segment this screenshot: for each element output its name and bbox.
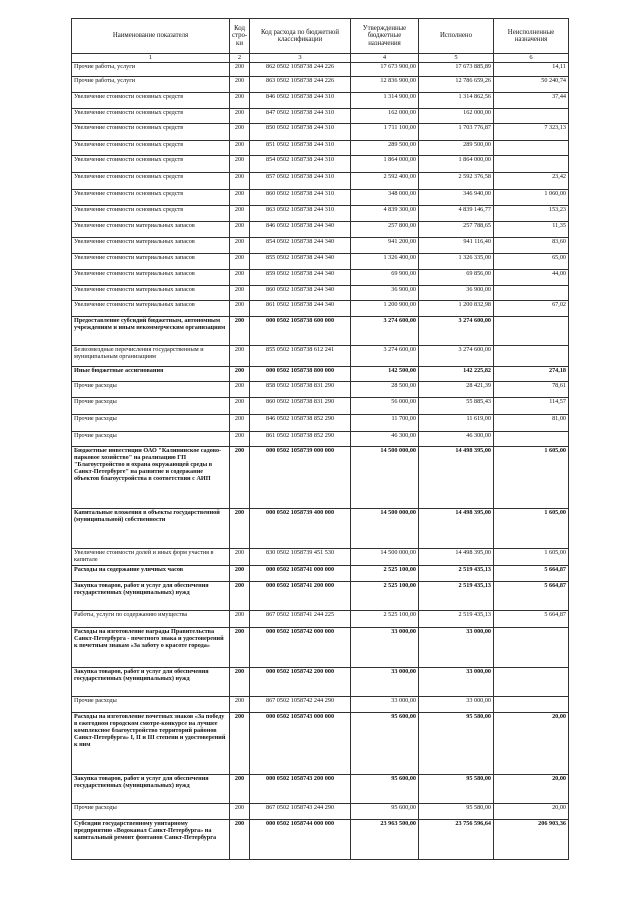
row-budget-code: 863 0502 1058738 244 310 — [250, 206, 351, 222]
row-name: Прочие расходы — [72, 398, 230, 415]
row-budget-code: 000 0502 1058739 000 000 — [250, 447, 351, 509]
row-name: Предоставление субсидий бюджетным, автономным учреждениям и иным некоммерческим организациям — [72, 317, 230, 346]
row-approved: 23 963 500,00 — [351, 820, 419, 860]
row-budget-code: 867 0502 1058741 244 225 — [250, 611, 351, 628]
row-name: Увеличение стоимости основных средств — [72, 156, 230, 173]
table-row — [72, 222, 569, 238]
row-budget-code: 858 0502 1058738 831 290 — [250, 382, 351, 398]
row-line-code: 200 — [230, 367, 250, 382]
row-budget-code: 855 0502 1058738 612 241 — [250, 346, 351, 367]
row-executed: 3 274 600,00 — [419, 317, 494, 346]
table-row — [72, 775, 569, 804]
row-unexecuted: 81,00 — [494, 415, 569, 432]
row-unexecuted — [494, 697, 569, 713]
row-budget-code: 860 0502 1058738 244 340 — [250, 286, 351, 301]
table-row — [72, 697, 569, 713]
row-approved: 289 500,00 — [351, 141, 419, 156]
table-row — [72, 124, 569, 141]
row-executed: 14 498 395,00 — [419, 447, 494, 509]
row-name: Увеличение стоимости основных средств — [72, 141, 230, 156]
table-row — [72, 190, 569, 206]
table-row — [72, 270, 569, 286]
row-approved: 1 711 100,00 — [351, 124, 419, 141]
row-line-code: 200 — [230, 77, 250, 93]
row-name: Увеличение стоимости материальных запасов — [72, 286, 230, 301]
column-number: 6 — [494, 54, 569, 63]
row-unexecuted: 14,11 — [494, 63, 569, 77]
row-unexecuted: 78,61 — [494, 382, 569, 398]
table-row — [72, 93, 569, 109]
table-row — [72, 566, 569, 582]
row-approved: 2 525 100,00 — [351, 582, 419, 611]
row-budget-code: 855 0502 1058738 244 340 — [250, 254, 351, 270]
row-unexecuted: 7 323,13 — [494, 124, 569, 141]
row-budget-code: 846 0502 1058738 244 310 — [250, 93, 351, 109]
row-unexecuted — [494, 109, 569, 124]
header-unexecuted: Неисполненные назначения — [494, 19, 569, 54]
row-approved: 257 800,00 — [351, 222, 419, 238]
row-line-code: 200 — [230, 173, 250, 190]
row-name: Субсидии государственному унитарному предприятию «Водоканал Санкт-Петербурга» на капитальный ремонт фонтанов Санкт-Петербурга — [72, 820, 230, 860]
row-approved: 2 592 400,00 — [351, 173, 419, 190]
row-approved: 3 274 600,00 — [351, 317, 419, 346]
row-executed: 346 940,00 — [419, 190, 494, 206]
row-name: Капитальные вложения в объекты государственной (муниципальной) собственности — [72, 509, 230, 549]
row-unexecuted — [494, 317, 569, 346]
table-row — [72, 141, 569, 156]
row-unexecuted: 44,00 — [494, 270, 569, 286]
row-budget-code: 000 0502 1058743 200 000 — [250, 775, 351, 804]
row-budget-code: 857 0502 1058738 244 310 — [250, 173, 351, 190]
row-unexecuted: 1 060,00 — [494, 190, 569, 206]
row-approved: 1 864 000,00 — [351, 156, 419, 173]
row-budget-code: 000 0502 1058741 200 000 — [250, 582, 351, 611]
row-executed: 289 500,00 — [419, 141, 494, 156]
row-unexecuted: 20,00 — [494, 775, 569, 804]
row-executed: 2 592 376,58 — [419, 173, 494, 190]
row-name: Увеличение стоимости долей и иных форм участия в капитале — [72, 549, 230, 566]
row-budget-code: 000 0502 1058743 000 000 — [250, 713, 351, 775]
row-line-code: 200 — [230, 63, 250, 77]
row-approved: 56 000,00 — [351, 398, 419, 415]
row-budget-code: 861 0502 1058738 244 340 — [250, 301, 351, 317]
row-approved: 33 000,00 — [351, 697, 419, 713]
table-row — [72, 432, 569, 447]
row-line-code: 200 — [230, 286, 250, 301]
row-budget-code: 862 0502 1058738 244 226 — [250, 63, 351, 77]
row-name: Закупка товаров, работ и услуг для обеспечения государственных (муниципальных) нужд — [72, 775, 230, 804]
row-approved: 14 500 000,00 — [351, 509, 419, 549]
row-name: Увеличение стоимости материальных запасов — [72, 238, 230, 254]
table-row — [72, 398, 569, 415]
row-name: Увеличение стоимости основных средств — [72, 124, 230, 141]
table-row — [72, 415, 569, 432]
row-line-code: 200 — [230, 509, 250, 549]
row-unexecuted: 1 605,00 — [494, 549, 569, 566]
row-executed: 17 673 885,89 — [419, 63, 494, 77]
row-unexecuted — [494, 432, 569, 447]
row-unexecuted: 20,00 — [494, 804, 569, 820]
row-approved: 36 900,00 — [351, 286, 419, 301]
row-line-code: 200 — [230, 611, 250, 628]
row-line-code: 200 — [230, 206, 250, 222]
row-executed: 1 864 000,00 — [419, 156, 494, 173]
table-row — [72, 301, 569, 317]
row-executed: 11 619,00 — [419, 415, 494, 432]
row-line-code: 200 — [230, 804, 250, 820]
row-line-code: 200 — [230, 432, 250, 447]
row-line-code: 200 — [230, 447, 250, 509]
column-number: 4 — [351, 54, 419, 63]
row-name: Расходы на изготовление почетных знаков «За победу в ежегодном городском смотре-конкурсе на лучшее комплексное благоустройство территорий районов Санкт-Петербурга» I, II и III степени и удостоверений к ним — [72, 713, 230, 775]
row-line-code: 200 — [230, 775, 250, 804]
row-executed: 33 000,00 — [419, 668, 494, 697]
table-row — [72, 206, 569, 222]
row-budget-code: 000 0502 1058742 200 000 — [250, 668, 351, 697]
table-row — [72, 286, 569, 301]
row-budget-code: 846 0502 1058738 244 340 — [250, 222, 351, 238]
table-row — [72, 820, 569, 860]
row-approved: 162 000,00 — [351, 109, 419, 124]
row-budget-code: 863 0502 1058738 244 226 — [250, 77, 351, 93]
row-line-code: 200 — [230, 93, 250, 109]
table-row — [72, 582, 569, 611]
column-number: 5 — [419, 54, 494, 63]
table-row — [72, 317, 569, 346]
row-approved: 12 836 900,00 — [351, 77, 419, 93]
row-unexecuted — [494, 668, 569, 697]
row-executed: 12 786 659,26 — [419, 77, 494, 93]
row-line-code: 200 — [230, 398, 250, 415]
header-approved: Утвержденные бюджетные назначения — [351, 19, 419, 54]
row-approved: 142 500,00 — [351, 367, 419, 382]
row-unexecuted: 114,57 — [494, 398, 569, 415]
row-name: Безвозмездные перечисления государственным и муниципальным организациям — [72, 346, 230, 367]
table-header-row — [72, 19, 569, 54]
table-row — [72, 77, 569, 93]
row-name: Закупка товаров, работ и услуг для обеспечения государственных (муниципальных) нужд — [72, 582, 230, 611]
row-executed: 941 116,40 — [419, 238, 494, 254]
row-line-code: 200 — [230, 238, 250, 254]
row-line-code: 200 — [230, 270, 250, 286]
row-budget-code: 000 0502 1058744 000 000 — [250, 820, 351, 860]
table-row — [72, 109, 569, 124]
row-approved: 95 600,00 — [351, 713, 419, 775]
row-executed: 95 580,00 — [419, 804, 494, 820]
row-line-code: 200 — [230, 124, 250, 141]
row-name: Увеличение стоимости основных средств — [72, 206, 230, 222]
row-unexecuted: 50 240,74 — [494, 77, 569, 93]
row-approved: 33 000,00 — [351, 628, 419, 668]
row-unexecuted: 5 664,87 — [494, 611, 569, 628]
table-row — [72, 447, 569, 509]
row-name: Увеличение стоимости материальных запасов — [72, 270, 230, 286]
row-executed: 4 839 146,77 — [419, 206, 494, 222]
table-row — [72, 156, 569, 173]
row-budget-code: 846 0502 1058738 852 290 — [250, 415, 351, 432]
header-executed: Исполнено — [419, 19, 494, 54]
row-executed: 2 519 435,13 — [419, 582, 494, 611]
row-approved: 3 274 600,00 — [351, 346, 419, 367]
row-budget-code: 860 0502 1058738 831 290 — [250, 398, 351, 415]
row-executed: 28 421,39 — [419, 382, 494, 398]
row-line-code: 200 — [230, 582, 250, 611]
row-unexecuted: 83,60 — [494, 238, 569, 254]
row-approved: 1 326 400,00 — [351, 254, 419, 270]
row-executed: 69 856,00 — [419, 270, 494, 286]
row-budget-code: 854 0502 1058738 244 340 — [250, 238, 351, 254]
table-row — [72, 611, 569, 628]
row-line-code: 200 — [230, 382, 250, 398]
row-name: Расходы на изготовление награды Правительства Санкт-Петербурга - почетного знака и удостоверений к почетным знакам «За заботу о красоте города» — [72, 628, 230, 668]
row-unexecuted: 37,44 — [494, 93, 569, 109]
table-row — [72, 254, 569, 270]
header-line-code: Код стро-ки — [230, 19, 250, 54]
row-name: Увеличение стоимости основных средств — [72, 93, 230, 109]
row-approved: 46 300,00 — [351, 432, 419, 447]
table-row — [72, 549, 569, 566]
row-budget-code: 867 0502 1058742 244 290 — [250, 697, 351, 713]
table-row — [72, 509, 569, 549]
row-budget-code: 854 0502 1058738 244 310 — [250, 156, 351, 173]
row-unexecuted: 23,42 — [494, 173, 569, 190]
row-name: Расходы на содержание уличных часов — [72, 566, 230, 582]
row-executed: 2 519 435,13 — [419, 611, 494, 628]
header-budget-code: Код расхода по бюджетной классификации — [250, 19, 351, 54]
row-approved: 95 600,00 — [351, 804, 419, 820]
row-line-code: 200 — [230, 566, 250, 582]
row-line-code: 200 — [230, 346, 250, 367]
row-budget-code: 850 0502 1058738 244 310 — [250, 124, 351, 141]
column-number: 2 — [230, 54, 250, 63]
row-line-code: 200 — [230, 141, 250, 156]
table-row — [72, 668, 569, 697]
row-executed: 36 900,00 — [419, 286, 494, 301]
row-executed: 33 000,00 — [419, 628, 494, 668]
row-name: Увеличение стоимости материальных запасов — [72, 222, 230, 238]
row-approved: 28 500,00 — [351, 382, 419, 398]
row-unexecuted: 67,02 — [494, 301, 569, 317]
row-executed: 46 300,00 — [419, 432, 494, 447]
table-row — [72, 713, 569, 775]
row-name: Закупка товаров, работ и услуг для обеспечения государственных (муниципальных) нужд — [72, 668, 230, 697]
row-name: Прочие работы, услуги — [72, 77, 230, 93]
row-approved: 11 700,00 — [351, 415, 419, 432]
row-unexecuted — [494, 141, 569, 156]
row-approved: 33 000,00 — [351, 668, 419, 697]
row-approved: 1 200 900,00 — [351, 301, 419, 317]
row-unexecuted — [494, 346, 569, 367]
row-executed: 1 326 335,00 — [419, 254, 494, 270]
row-approved: 14 500 000,00 — [351, 549, 419, 566]
row-line-code: 200 — [230, 697, 250, 713]
row-budget-code: 000 0502 1058738 600 000 — [250, 317, 351, 346]
row-budget-code: 861 0502 1058738 852 290 — [250, 432, 351, 447]
row-line-code: 200 — [230, 668, 250, 697]
row-line-code: 200 — [230, 190, 250, 206]
table-row — [72, 63, 569, 77]
row-name: Прочие расходы — [72, 697, 230, 713]
row-line-code: 200 — [230, 254, 250, 270]
row-approved: 69 900,00 — [351, 270, 419, 286]
row-budget-code: 000 0502 1058739 400 000 — [250, 509, 351, 549]
row-unexecuted: 5 664,87 — [494, 582, 569, 611]
row-executed: 142 225,82 — [419, 367, 494, 382]
row-budget-code: 867 0502 1058743 244 290 — [250, 804, 351, 820]
row-line-code: 200 — [230, 301, 250, 317]
row-name: Иные бюджетные ассигнования — [72, 367, 230, 382]
row-name: Увеличение стоимости основных средств — [72, 190, 230, 206]
table-row — [72, 367, 569, 382]
row-executed: 257 788,65 — [419, 222, 494, 238]
row-budget-code: 851 0502 1058738 244 310 — [250, 141, 351, 156]
row-name: Прочие расходы — [72, 804, 230, 820]
row-name: Увеличение стоимости основных средств — [72, 109, 230, 124]
row-name: Увеличение стоимости материальных запасов — [72, 301, 230, 317]
row-budget-code: 859 0502 1058738 244 340 — [250, 270, 351, 286]
row-line-code: 200 — [230, 713, 250, 775]
row-budget-code: 830 0502 1058739 451 530 — [250, 549, 351, 566]
table-row — [72, 173, 569, 190]
row-executed: 95 580,00 — [419, 713, 494, 775]
row-unexecuted: 11,35 — [494, 222, 569, 238]
row-unexecuted: 274,18 — [494, 367, 569, 382]
row-approved: 95 600,00 — [351, 775, 419, 804]
budget-execution-table — [71, 18, 569, 860]
row-budget-code: 860 0502 1058738 244 310 — [250, 190, 351, 206]
row-budget-code: 847 0502 1058738 244 310 — [250, 109, 351, 124]
row-name: Бюджетные инвестиции ОАО "Калининское садово-парковое хозяйство" на реализацию ГП "Благоустройство и охрана окружающей среды в Санкт-Петербурге" на развитие и содержание объектов благоустройства в соответствии с АИП — [72, 447, 230, 509]
table-row — [72, 382, 569, 398]
row-unexecuted: 1 605,00 — [494, 447, 569, 509]
row-executed: 55 885,43 — [419, 398, 494, 415]
row-line-code: 200 — [230, 628, 250, 668]
row-approved: 2 525 100,00 — [351, 611, 419, 628]
row-unexecuted: 206 903,36 — [494, 820, 569, 860]
row-executed: 1 200 832,98 — [419, 301, 494, 317]
row-executed: 14 498 395,00 — [419, 549, 494, 566]
row-unexecuted: 5 664,87 — [494, 566, 569, 582]
table-row — [72, 238, 569, 254]
row-line-code: 200 — [230, 109, 250, 124]
row-line-code: 200 — [230, 156, 250, 173]
column-number: 1 — [72, 54, 230, 63]
row-name: Прочие расходы — [72, 415, 230, 432]
row-unexecuted: 20,00 — [494, 713, 569, 775]
row-approved: 1 314 900,00 — [351, 93, 419, 109]
row-executed: 33 000,00 — [419, 697, 494, 713]
row-unexecuted — [494, 286, 569, 301]
row-name: Прочие расходы — [72, 382, 230, 398]
table-row — [72, 346, 569, 367]
row-name: Увеличение стоимости материальных запасов — [72, 254, 230, 270]
row-budget-code: 000 0502 1058738 800 000 — [250, 367, 351, 382]
table-row — [72, 804, 569, 820]
row-name: Прочие работы, услуги — [72, 63, 230, 77]
row-approved: 17 673 900,00 — [351, 63, 419, 77]
row-executed: 2 519 435,13 — [419, 566, 494, 582]
row-name: Прочие расходы — [72, 432, 230, 447]
row-approved: 941 200,00 — [351, 238, 419, 254]
column-number-row — [72, 54, 569, 63]
row-budget-code: 000 0502 1058742 000 000 — [250, 628, 351, 668]
row-unexecuted: 153,23 — [494, 206, 569, 222]
row-executed: 1 703 776,87 — [419, 124, 494, 141]
row-approved: 4 839 300,00 — [351, 206, 419, 222]
row-executed: 14 498 395,00 — [419, 509, 494, 549]
row-unexecuted: 1 605,00 — [494, 509, 569, 549]
row-executed: 3 274 600,00 — [419, 346, 494, 367]
row-approved: 348 000,00 — [351, 190, 419, 206]
row-line-code: 200 — [230, 820, 250, 860]
row-approved: 14 500 000,00 — [351, 447, 419, 509]
row-approved: 2 525 100,00 — [351, 566, 419, 582]
row-budget-code: 000 0502 1058741 000 000 — [250, 566, 351, 582]
row-line-code: 200 — [230, 415, 250, 432]
budget-report-page — [71, 18, 569, 860]
row-line-code: 200 — [230, 222, 250, 238]
row-line-code: 200 — [230, 549, 250, 566]
row-executed: 23 756 596,64 — [419, 820, 494, 860]
row-name: Увеличение стоимости основных средств — [72, 173, 230, 190]
header-indicator-name: Наименование показателя — [72, 19, 230, 54]
row-executed: 1 314 862,56 — [419, 93, 494, 109]
row-name: Работы, услуги по содержанию имущества — [72, 611, 230, 628]
row-unexecuted — [494, 156, 569, 173]
table-row — [72, 628, 569, 668]
row-unexecuted — [494, 628, 569, 668]
row-line-code: 200 — [230, 317, 250, 346]
row-executed: 95 580,00 — [419, 775, 494, 804]
row-executed: 162 000,00 — [419, 109, 494, 124]
column-number: 3 — [250, 54, 351, 63]
row-unexecuted: 65,00 — [494, 254, 569, 270]
